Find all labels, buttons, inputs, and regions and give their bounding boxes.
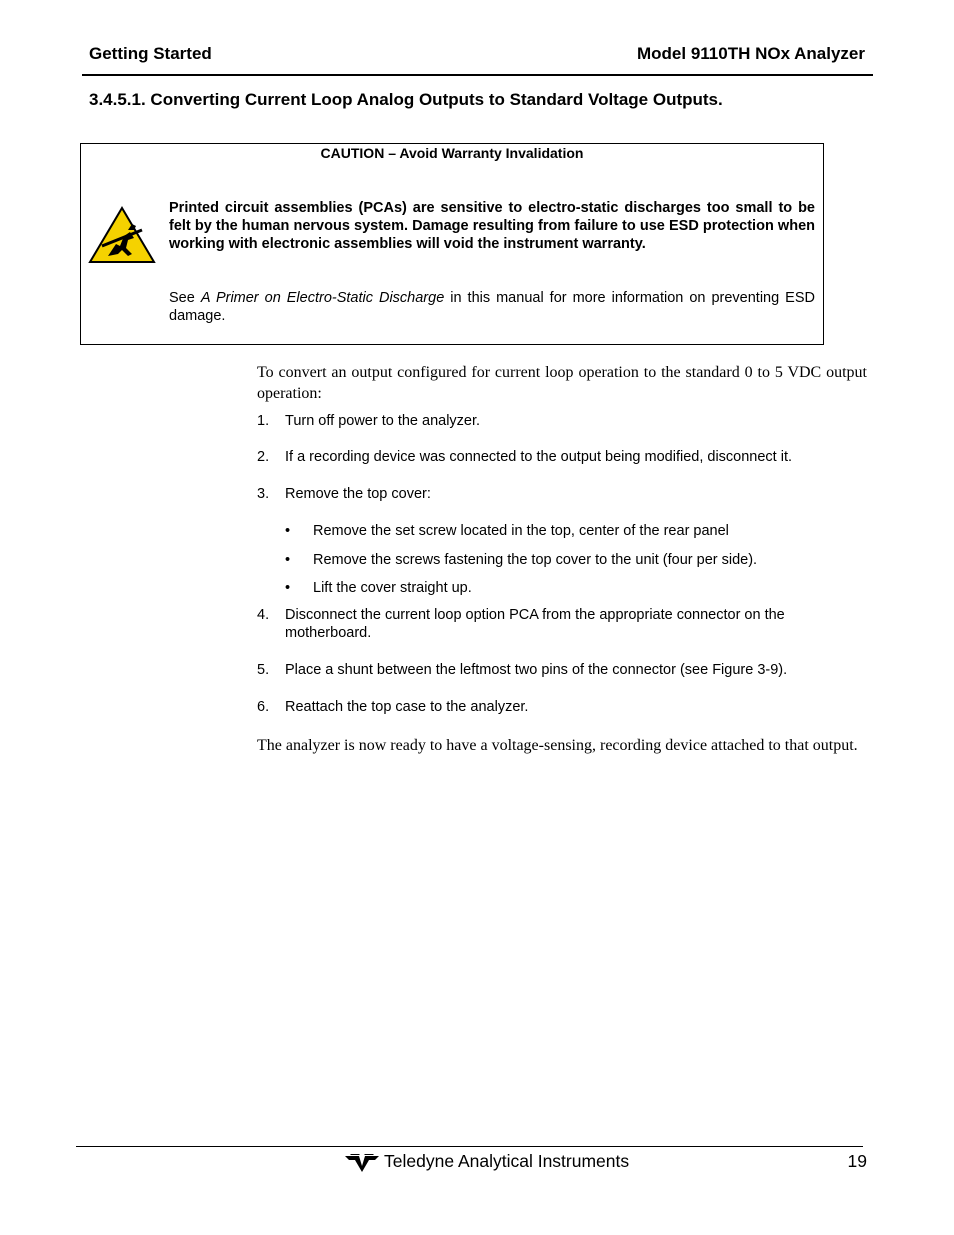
header-section-name: Getting Started bbox=[89, 44, 212, 63]
bullet-text: Remove the screws fastening the top cover to the unit (four per side). bbox=[313, 552, 758, 568]
step-text: Reattach the top case to the analyzer. bbox=[285, 699, 529, 715]
step-number: 6. bbox=[257, 699, 270, 715]
footer-company-name: Teledyne Analytical Instruments bbox=[384, 1151, 630, 1171]
step-number: 1. bbox=[257, 413, 270, 429]
caution-warning-text: Printed circuit assemblies (PCAs) are sensitive to electro-static discharges too small to be felt by the human nervous system. Damage resulting from failure to use ESD protection when working with electronic assemblies will void the instrument warranty. bbox=[169, 200, 815, 252]
caution-box bbox=[80, 143, 824, 345]
caution-see-text bbox=[169, 289, 815, 325]
step-number: 3. bbox=[257, 486, 270, 502]
step-text: If a recording device was connected to the output being modified, disconnect it. bbox=[285, 449, 793, 465]
step-text: Turn off power to the analyzer. bbox=[285, 413, 481, 429]
see-suffix: in this manual for more information on preventing ESD damage. bbox=[169, 290, 815, 324]
step-number: 5. bbox=[257, 662, 270, 678]
header-model-name: Model 9110TH NOx Analyzer bbox=[636, 44, 865, 63]
step-text: Disconnect the current loop option PCA from the appropriate connector on the motherboard. bbox=[285, 607, 785, 641]
caution-title: CAUTION – Avoid Warranty Invalidation bbox=[320, 145, 584, 161]
footer-rule bbox=[76, 1146, 863, 1147]
bullet-symbol: • bbox=[285, 523, 291, 539]
step-text: Remove the top cover: bbox=[285, 486, 431, 502]
step-number: 2. bbox=[257, 449, 270, 465]
section-title: 3.4.5.1. Converting Current Loop Analog Outputs to Standard Voltage Outputs. bbox=[89, 90, 723, 109]
step-text: Place a shunt between the leftmost two pins of the connector (see Figure 3-9). bbox=[285, 662, 788, 678]
page-number: 19 bbox=[847, 1151, 867, 1171]
see-prefix: See bbox=[169, 290, 201, 306]
teledyne-logo-icon bbox=[345, 1152, 379, 1172]
header-rule bbox=[82, 74, 873, 76]
closing-paragraph: The analyzer is now ready to have a voltage-sensing, recording device attached to that output. bbox=[257, 737, 858, 754]
step-number: 4. bbox=[257, 607, 270, 623]
intro-paragraph: To convert an output configured for current loop operation to the standard 0 to 5 VDC output operation: bbox=[257, 364, 867, 402]
esd-primer-reference: A Primer on Electro-Static Discharge bbox=[200, 290, 445, 306]
bullet-symbol: • bbox=[285, 552, 291, 568]
esd-warning-icon bbox=[88, 206, 156, 264]
bullet-symbol: • bbox=[285, 580, 291, 596]
bullet-text: Remove the set screw located in the top, center of the rear panel bbox=[313, 523, 729, 539]
bullet-text: Lift the cover straight up. bbox=[313, 580, 472, 596]
